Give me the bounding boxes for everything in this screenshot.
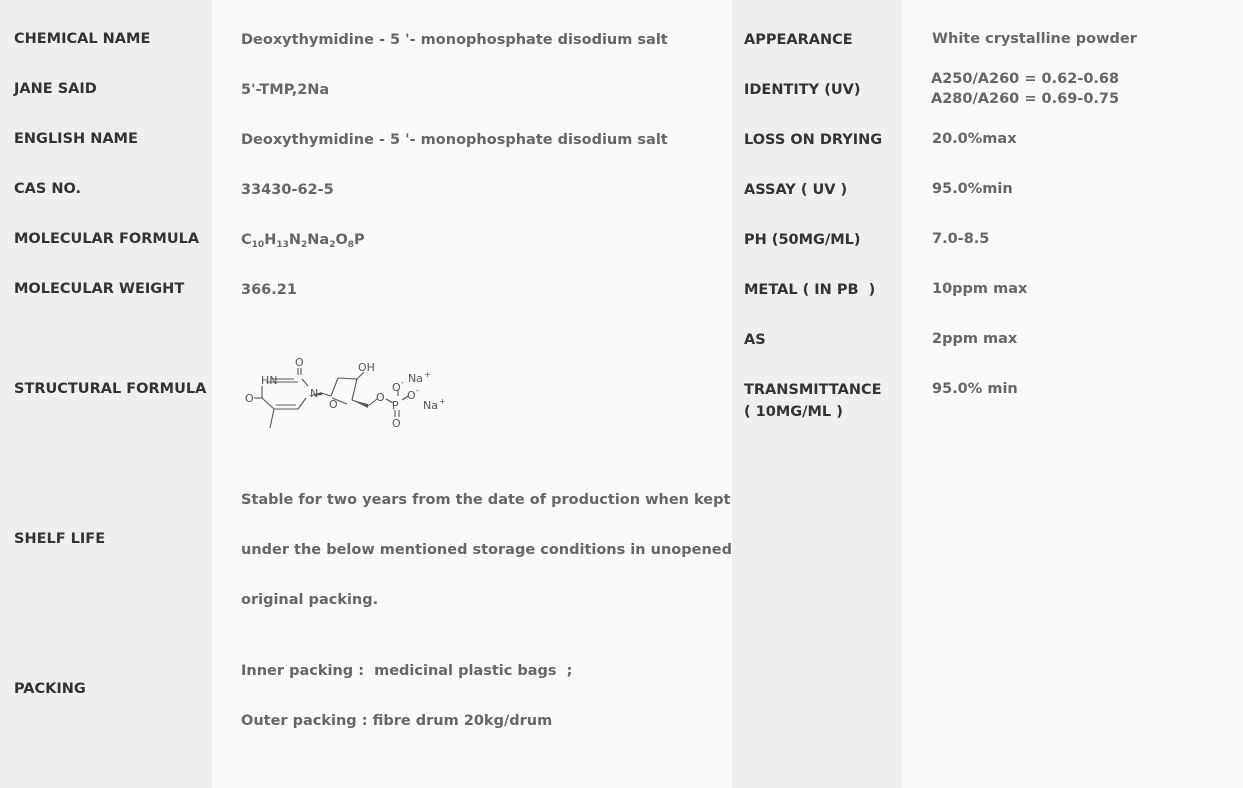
- structure-minus2: -: [416, 386, 419, 395]
- jane-said-value: 5'-TMP,2Na: [241, 82, 330, 98]
- structural-formula-label: STRUCTURAL FORMULA: [14, 381, 207, 397]
- molecular-formula-label: MOLECULAR FORMULA: [14, 231, 200, 247]
- shelf-life-line-1: Stable for two years from the date of production when kept: [241, 492, 731, 508]
- structure-o-left-label: O: [245, 392, 254, 405]
- identity-uv-label: IDENTITY (UV): [744, 82, 861, 98]
- structure-n-label: N: [310, 387, 319, 400]
- cas-no-label: CAS NO.: [14, 181, 82, 197]
- shelf-life-label: SHELF LIFE: [14, 531, 106, 547]
- structure-o-minus2-label: O: [407, 389, 416, 402]
- jane-said-label: JANE SAID: [14, 81, 97, 97]
- identity-uv-value-2: A280/A260 = 0.69-0.75: [931, 91, 1120, 107]
- ph-value: 7.0-8.5: [932, 231, 990, 247]
- structure-p-label: P: [392, 399, 399, 412]
- assay-uv-value: 95.0%min: [932, 181, 1013, 197]
- shelf-life-line-2: under the below mentioned storage conditions in unopened: [241, 542, 733, 558]
- structure-oh-label: OH: [358, 361, 375, 374]
- structure-plus2: +: [439, 397, 446, 406]
- molecular-weight-value: 366.21: [241, 282, 297, 298]
- molecular-formula-value: $C_{10}H_{13}N_2Na_2O_8P$: [241, 232, 365, 250]
- as-value: 2ppm max: [932, 331, 1018, 347]
- structure-plus1: +: [424, 370, 431, 379]
- packing-label: PACKING: [14, 681, 86, 697]
- molecular-weight-label: MOLECULAR WEIGHT: [14, 281, 185, 297]
- appearance-label: APPEARANCE: [744, 32, 853, 48]
- structure-o-ring-label: O: [329, 398, 338, 411]
- transmittance-label: TRANSMITTANCE: [744, 382, 882, 398]
- chemical-name-label: CHEMICAL NAME: [14, 31, 151, 47]
- structure-minus1: -: [401, 378, 404, 387]
- packing-line-2: Outer packing : fibre drum 20kg/drum: [241, 713, 553, 729]
- ph-label: PH (50MG/ML): [744, 232, 861, 248]
- loss-on-drying-value: 20.0%max: [932, 131, 1017, 147]
- structure-o-top-label: O: [295, 356, 304, 369]
- transmittance-label-unit: ( 10MG/ML ): [744, 404, 843, 420]
- english-name-value: Deoxythymidine - 5 '- monophosphate disodium salt: [241, 132, 668, 148]
- identity-uv-value-1: A250/A260 = 0.62-0.68: [931, 71, 1120, 87]
- cas-no-value: 33430-62-5: [241, 182, 334, 198]
- structure-na2-label: Na: [423, 399, 438, 412]
- structure-o-link-label: O: [376, 391, 385, 404]
- chemical-name-value: Deoxythymidine - 5 '- monophosphate disodium salt: [241, 32, 668, 48]
- metal-value: 10ppm max: [932, 281, 1028, 297]
- english-name-label: ENGLISH NAME: [14, 131, 138, 147]
- metal-label: METAL ( IN PB ): [744, 282, 876, 298]
- packing-line-1: Inner packing : medicinal plastic bags ;: [241, 663, 573, 679]
- structural-formula-diagram: [236, 348, 451, 438]
- structure-o-bottom-label: O: [392, 417, 401, 430]
- loss-on-drying-label: LOSS ON DRYING: [744, 132, 883, 148]
- transmittance-value: 95.0% min: [932, 381, 1018, 397]
- appearance-value: White crystalline powder: [932, 31, 1137, 47]
- as-label: AS: [744, 332, 766, 348]
- shelf-life-line-3: original packing.: [241, 592, 379, 608]
- assay-uv-label: ASSAY ( UV ): [744, 182, 848, 198]
- structure-hn-label: HN: [261, 374, 278, 387]
- structure-na1-label: Na: [408, 372, 423, 385]
- structure-o-minus1-label: O: [392, 381, 401, 394]
